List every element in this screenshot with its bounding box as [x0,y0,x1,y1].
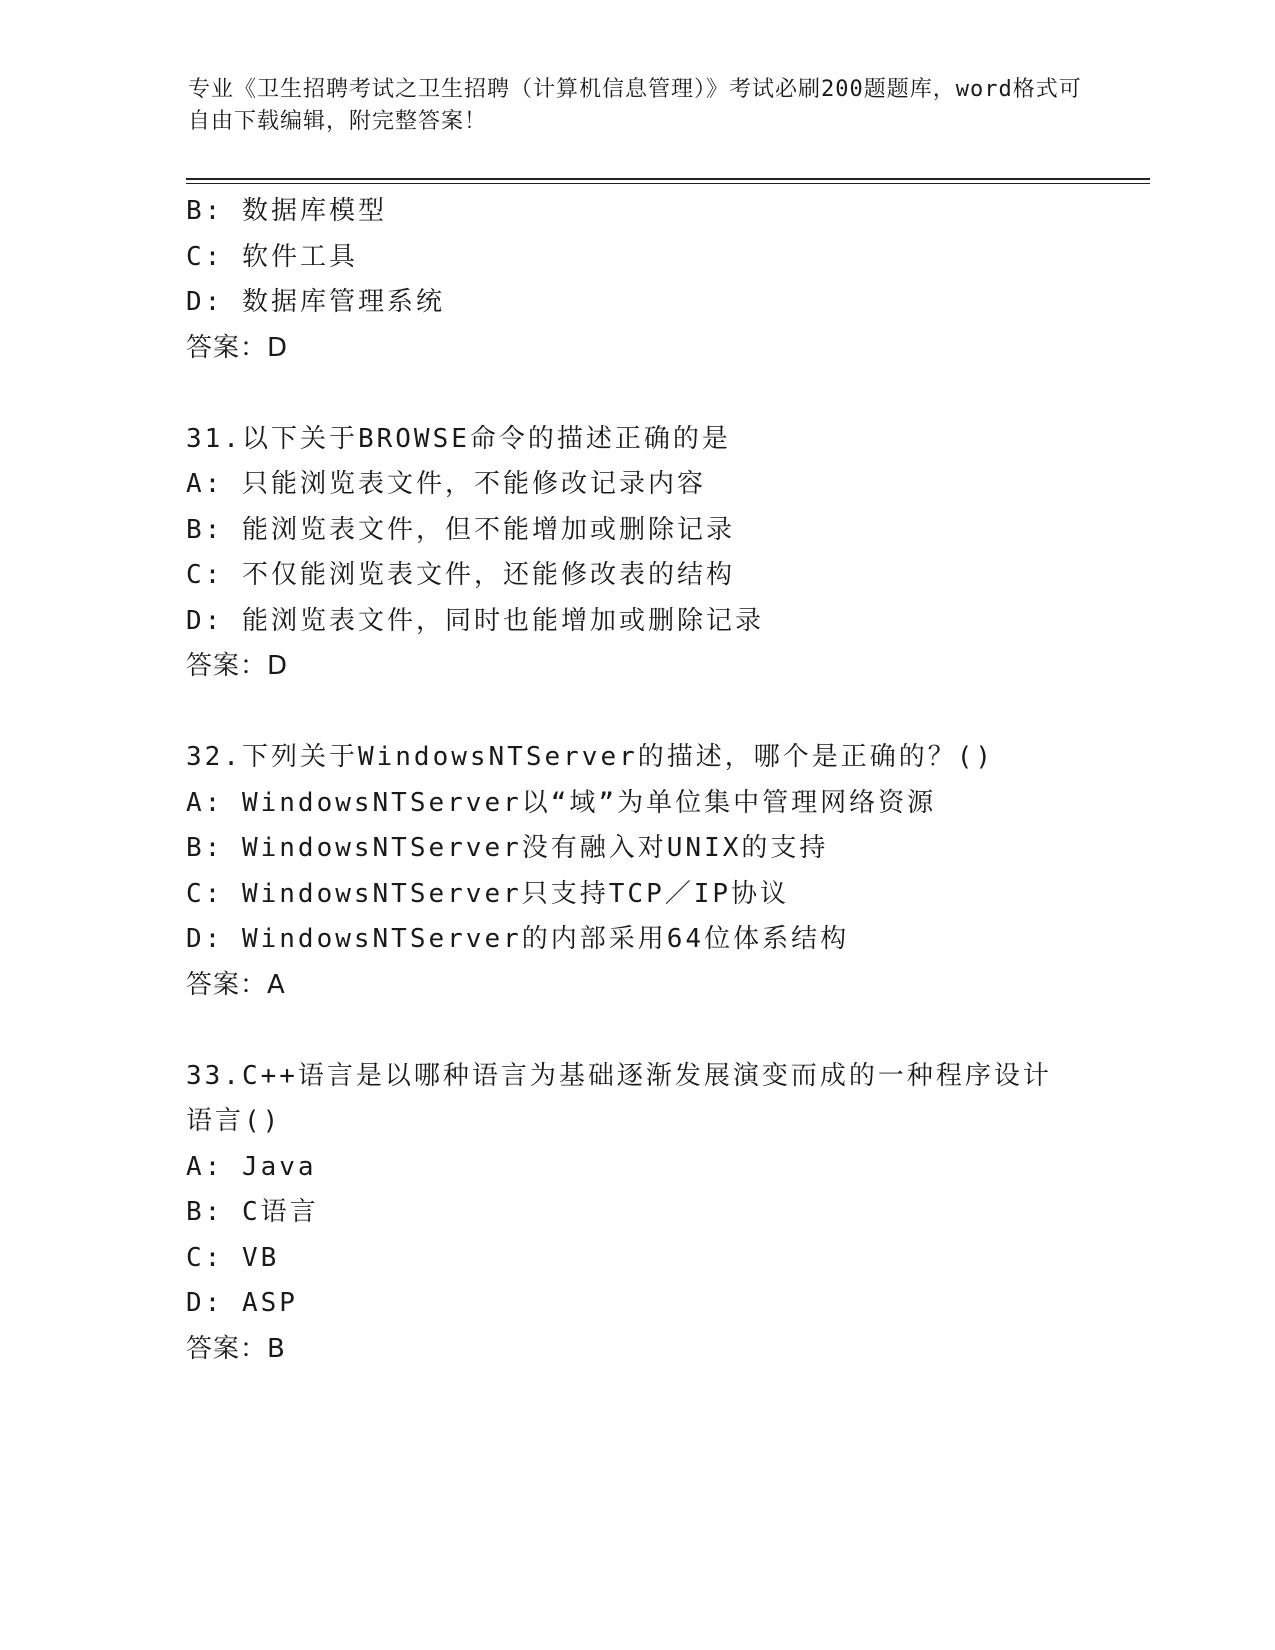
option-d: D: 能浏览表文件，同时也能增加或删除记录 [186,605,764,636]
header-divider-thick [186,178,1150,180]
option-a: A: WindowsNTServer以“域”为单位集中管理网络资源 [186,787,937,818]
option-a: A: Java [186,1151,317,1182]
option-c: C: 不仅能浏览表文件，还能修改表的结构 [186,560,735,590]
header-divider-thin [186,183,1150,184]
option-d: D: WindowsNTServer的内部采用64位体系结构 [186,924,850,954]
question-stem: 31.以下关于BROWSE命令的描述正确的是 [186,423,731,454]
question-31 [186,417,1086,690]
question-33 [186,1054,1086,1373]
answer-line: 答案：D [186,332,289,363]
question-fragment [186,189,1086,371]
question-stem: 33.C++语言是以哪种语言为基础逐渐发展演变而成的一种程序设计语言() [186,1060,1052,1136]
option-c: C: VB [186,1242,280,1273]
option-c: C: 软件工具 [186,241,358,272]
option-b: B: 能浏览表文件，但不能增加或删除记录 [186,514,735,545]
option-b: B: 数据库模型 [186,196,387,226]
question-32 [186,735,1086,1008]
option-b: B: WindowsNTServer没有融入对UNIX的支持 [186,833,829,863]
option-c: C: WindowsNTServer只支持TCP／IP协议 [186,878,790,909]
option-b: B: C语言 [186,1197,319,1227]
spacer [186,690,1086,736]
option-d: D: ASP [186,1288,298,1318]
option-a: A: 只能浏览表文件，不能修改记录内容 [186,469,706,499]
spacer [186,371,1086,417]
header-title: 专业《卫生招聘考试之卫生招聘（计算机信息管理）》考试必刷200题题库，word格式可自由下载编辑，附完整答案！ [188,77,1082,134]
question-list [186,189,1086,1372]
document-header [188,74,1088,138]
question-stem: 32.下列关于WindowsNTServer的描述，哪个是正确的？() [186,742,995,772]
option-d: D: 数据库管理系统 [186,287,445,317]
answer-line: 答案：D [186,651,289,681]
answer-line: 答案：A [186,969,286,1000]
answer-line: 答案：B [186,1333,286,1364]
spacer [186,1008,1086,1054]
